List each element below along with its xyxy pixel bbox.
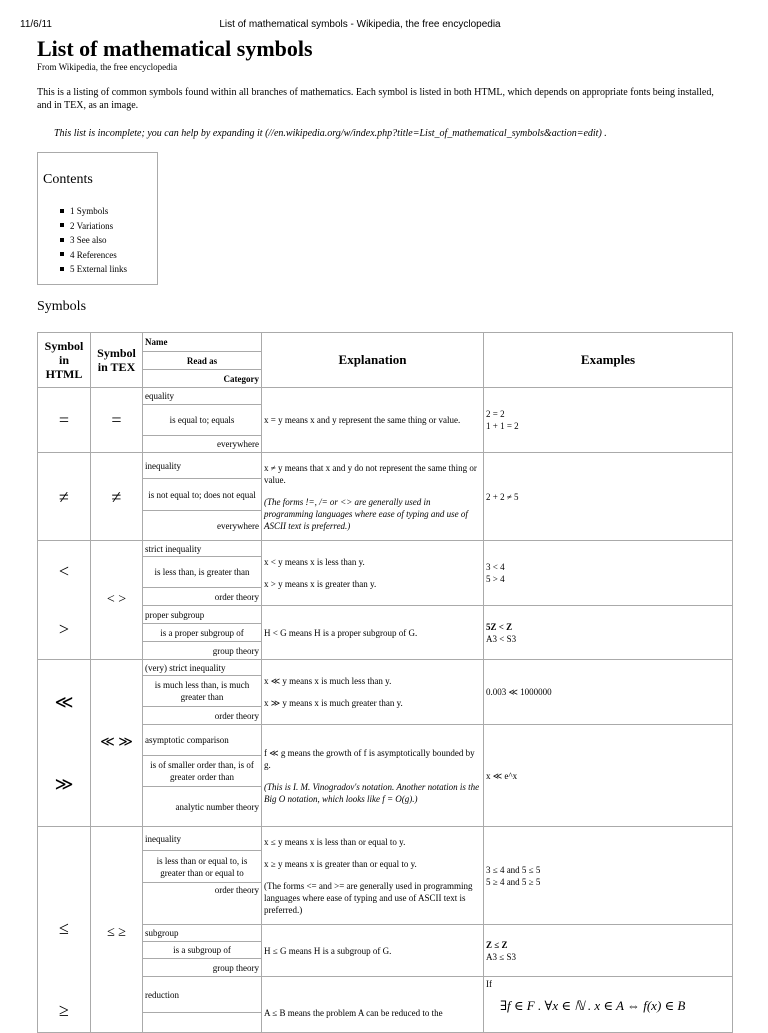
explanation-line: x > y means x is greater than y. (264, 579, 377, 589)
article-title: List of mathematical symbols (37, 36, 313, 61)
example-line: 2 = 2 (486, 409, 505, 419)
explanation-asymptotic-comparison (262, 725, 484, 827)
read-as-proper-subgroup: is a proper subgroup of (143, 624, 262, 642)
symbol-greater-equal: ≥ (59, 1000, 69, 1020)
category-order-theory: order theory (143, 707, 262, 725)
toc-item-symbols[interactable]: 1 Symbols (60, 204, 127, 219)
example-line: 3 ≤ 4 and 5 ≤ 5 (486, 864, 541, 875)
read-as-much-less: is much less than, is much greater than (143, 676, 262, 707)
examples-strict-inequality (484, 541, 733, 606)
toc-title: Contents (43, 172, 93, 187)
example-line: 5 > 4 (486, 574, 505, 584)
example-line: 5 ≥ 4 and 5 ≥ 5 (486, 876, 541, 887)
examples-le-ge (484, 827, 733, 925)
category-group-theory: group theory (143, 642, 262, 660)
examples-very-strict-inequality: 0.003 ≪ 1000000 (484, 660, 733, 725)
read-as-inequality: is not equal to; does not equal (143, 479, 262, 511)
symbol-greater: > (58, 619, 70, 639)
name-subgroup: subgroup (143, 925, 262, 942)
toc-item-see-also[interactable]: 3 See also (60, 233, 127, 248)
toc-list (60, 204, 127, 277)
article-source: From Wikipedia, the free encyclopedia (37, 62, 178, 72)
example-line: 1 + 1 = 2 (486, 421, 519, 431)
name-asymptotic-comparison: asymptotic comparison (143, 725, 262, 756)
explanation-note: (The forms <= and >= are generally used in programming languages where ease of typing and use of ASCII text is preferred.) (264, 880, 473, 915)
article-intro: This is a listing of common symbols found within all branches of mathematics. Each symbol is listed in both HTML, which depends on appropriate fonts being installed, and in TEX, as an image. (37, 87, 714, 111)
section-heading-symbols: Symbols (37, 299, 87, 314)
category-equality: everywhere (143, 436, 262, 453)
read-as-subgroup: is a subgroup of (143, 942, 262, 959)
examples-asymptotic-comparison: x ≪ e^x (484, 725, 733, 827)
read-as-smaller-order: is of smaller order than, is of greater order than (143, 756, 262, 787)
symbol-much-less: ≪ (54, 692, 74, 712)
explanation-le-ge (262, 827, 484, 925)
symbol-tex-much-less-greater: ≪ ≫ (91, 660, 143, 827)
explanation-note: (This is I. M. Vinogradov's notation. Another notation is the Big O notation, which looks like f = O(g).) (264, 781, 480, 804)
explanation-very-strict-inequality (262, 660, 484, 725)
explanation-subgroup: H ≤ G means H is a subgroup of G. (262, 925, 484, 977)
explanation-equality: x = y means x and y represent the same thing or value. (262, 388, 484, 453)
header-category: Category (143, 370, 262, 388)
symbol-html-much-less-greater (38, 660, 91, 827)
example-line: A3 ≤ S3 (486, 951, 516, 962)
symbol-tex-equals: = (91, 388, 143, 453)
example-formula: ∃f ∈ F . ∀x ∈ ℕ . x ∈ A ⇔ f(x) ∈ B (500, 998, 686, 1013)
name-reduction: reduction (143, 977, 262, 1013)
name-equality: equality (143, 388, 262, 405)
category-order-theory: order theory (143, 588, 262, 606)
category-analytic-number-theory: analytic number theory (143, 787, 262, 827)
explanation-line: x ≫ y means x is much greater than y. (264, 698, 403, 708)
incomplete-list-note: This list is incomplete; you can help by expanding it (//en.wikipedia.org/w/index.php?title=List_of_mathematical_symbols&action=edit) . (54, 128, 607, 139)
symbol-html-less-greater (38, 541, 91, 660)
example-line: 3 < 4 (486, 562, 505, 572)
header-explanation: Explanation (262, 333, 484, 388)
print-page-title: List of mathematical symbols - Wikipedia, the free encyclopedia (219, 19, 501, 30)
name-inequality: inequality (143, 453, 262, 479)
toc-item-references[interactable]: 4 References (60, 248, 127, 263)
category-group-theory: group theory (143, 959, 262, 977)
explanation-proper-subgroup: H < G means H is a proper subgroup of G. (262, 606, 484, 660)
read-as-equality: is equal to; equals (143, 405, 262, 436)
example-line: A3 < S3 (486, 633, 517, 644)
read-as-reduction (143, 1013, 262, 1033)
examples-proper-subgroup (484, 606, 733, 660)
symbols-table (37, 332, 733, 1033)
header-examples: Examples (484, 333, 733, 388)
examples-equality (484, 388, 733, 453)
name-strict-inequality: strict inequality (143, 541, 262, 557)
explanation-inequality (262, 453, 484, 541)
toc-item-external-links[interactable]: 5 External links (60, 262, 127, 277)
header-name: Name (143, 333, 262, 352)
example-line: Z ≤ Z (486, 939, 508, 950)
explanation-line: x ≪ y means x is much less than y. (264, 676, 392, 686)
symbol-html-not-equal: ≠ (38, 453, 91, 541)
name-proper-subgroup: proper subgroup (143, 606, 262, 624)
header-read-as: Read as (143, 352, 262, 370)
explanation-line: x < y means x is less than y. (264, 557, 365, 567)
explanation-line: x ≥ y means x is greater than or equal to y. (264, 858, 417, 869)
symbol-tex-not-equal: ≠ (91, 453, 143, 541)
name-inequality-le: inequality (143, 827, 262, 851)
example-line: If (486, 979, 492, 989)
read-as-le-ge: is less than or equal to, is greater than or equal to (143, 851, 262, 883)
example-line: 5Z < Z (486, 621, 513, 632)
symbol-less: < (58, 561, 70, 581)
category-order-theory: order theory (143, 883, 262, 925)
symbol-tex-le-ge: ≤ ≥ (91, 827, 143, 1033)
name-very-strict-inequality: (very) strict inequality (143, 660, 262, 676)
explanation-text: x ≠ y means that x and y do not represent the same thing or value. (264, 462, 477, 485)
symbol-tex-less-greater: < > (91, 541, 143, 660)
table-of-contents (37, 152, 158, 285)
explanation-strict-inequality (262, 541, 484, 606)
explanation-reduction: A ≤ B means the problem A can be reduced to the (262, 977, 484, 1033)
examples-subgroup (484, 925, 733, 977)
examples-reduction (484, 977, 733, 1033)
category-inequality: everywhere (143, 511, 262, 541)
symbol-html-equals: = (38, 388, 91, 453)
toc-item-variations[interactable]: 2 Variations (60, 219, 127, 234)
symbol-much-greater: ≫ (54, 774, 74, 794)
symbol-less-equal: ≤ (59, 918, 69, 938)
header-symbol-html: Symbol in HTML (38, 333, 91, 388)
explanation-note: (The forms !=, /= or <> are generally used in programming languages where ease of typing and use of ASCII text is preferred.) (264, 496, 468, 531)
symbol-html-le-ge (38, 827, 91, 1033)
header-symbol-tex: Symbol in TEX (91, 333, 143, 388)
explanation-line: x ≤ y means x is less than or equal to y. (264, 836, 406, 847)
explanation-line: f ≪ g means the growth of f is asymptotically bounded by g. (264, 747, 475, 770)
examples-inequality: 2 + 2 ≠ 5 (484, 453, 733, 541)
read-as-strict-inequality: is less than, is greater than (143, 557, 262, 588)
print-date: 11/6/11 (20, 19, 52, 30)
